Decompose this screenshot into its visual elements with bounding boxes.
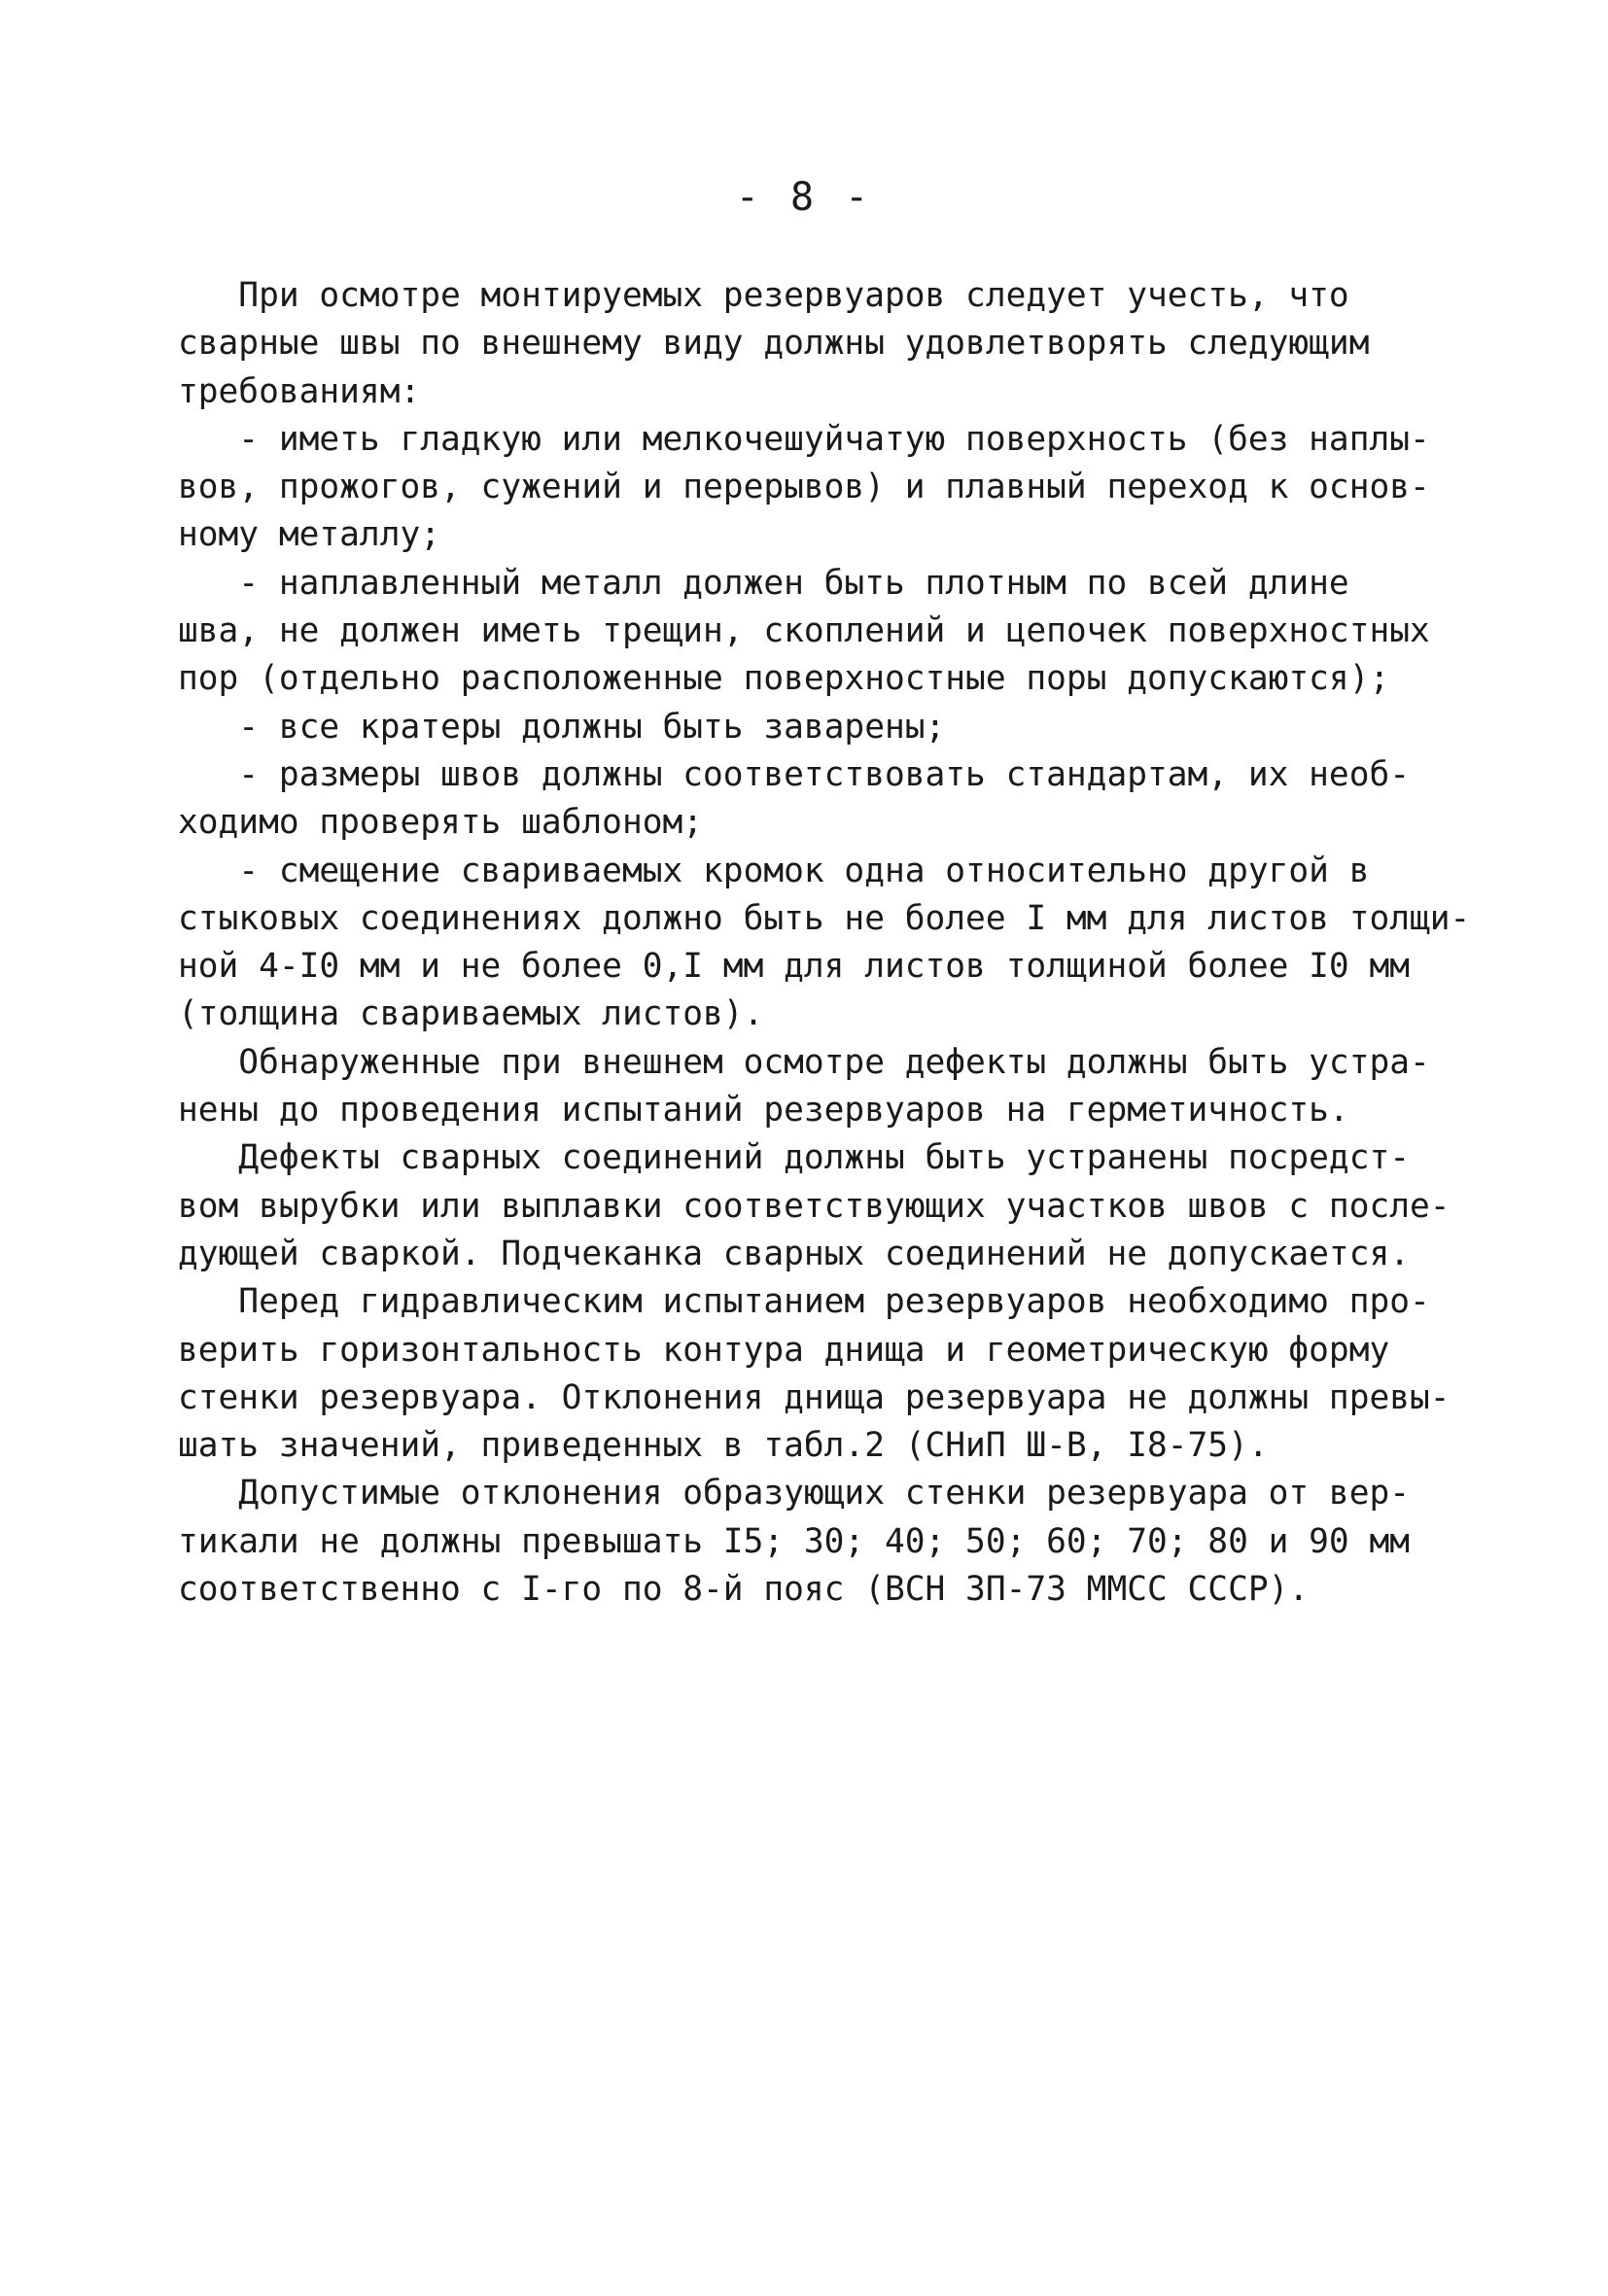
text-line: (толщина свариваемых листов). (178, 994, 764, 1034)
text-line: сварные швы по внешнему виду должны удовлетворять следующим (178, 324, 1370, 364)
text-line: - размеры швов должны соответствовать стандартам, их необ- (178, 754, 1411, 794)
page-number: - 8 - (735, 175, 873, 220)
text-line: ному металлу; (178, 515, 441, 555)
text-line: вом вырубки или выплавки соответствующих участков швов с после- (178, 1186, 1451, 1226)
text-line: Дефекты сварных соединений должны быть устранены посредст- (178, 1138, 1411, 1178)
text-line: - все кратеры должны быть заварены; (178, 707, 946, 747)
text-line: стыковых соединениях должно быть не более I мм для листов толщи- (178, 898, 1471, 938)
text-line: - наплавленный металл должен быть плотным по всей длине (178, 563, 1349, 603)
text-line: дующей сваркой. Подчеканка сварных соединений не допускается. (178, 1234, 1411, 1273)
text-line: нены до проведения испытаний резервуаров на герметичность. (178, 1091, 1349, 1131)
text-line: шать значений, приведенных в табл.2 (СНиП Ш-В, I8-75). (178, 1426, 1269, 1466)
text-line: Обнаруженные при внешнем осмотре дефекты должны быть устра- (178, 1042, 1430, 1082)
text-line: При осмотре монтируемых резервуаров следует учесть, что (178, 276, 1349, 315)
text-line: шва, не должен иметь трещин, скоплений и цепочек поверхностных (178, 611, 1430, 651)
text-line: вов, прожогов, сужений и перерывов) и плавный переход к основ- (178, 468, 1430, 507)
text-line: верить горизонтальность контура днища и геометрическую форму (178, 1330, 1390, 1370)
text-line: Перед гидравлическим испытанием резервуаров необходимо про- (178, 1282, 1430, 1322)
text-line: - смещение свариваемых кромок одна относительно другой в (178, 851, 1370, 890)
text-line: тикали не должны превышать I5; 30; 40; 50; 60; 70; 80 и 90 мм (178, 1521, 1411, 1561)
text-line: соответственно с I-го по 8-й пояс (ВСН 3П-73 ММСС СССР). (178, 1570, 1310, 1610)
text-line: пор (отдельно расположенные поверхностные поры допускаются); (178, 659, 1390, 699)
text-line: требованиям: (178, 371, 421, 411)
document-body (178, 272, 1471, 1614)
text-line: - иметь гладкую или мелкочешуйчатую поверхность (без наплы- (178, 419, 1430, 459)
text-line: Допустимые отклонения образующих стенки резервуара от вер- (178, 1474, 1411, 1513)
text-line: стенки резервуара. Отклонения днища резервуара не должны превы- (178, 1377, 1451, 1417)
text-line: ходимо проверять шаблоном; (178, 803, 704, 843)
text-line: ной 4-I0 мм и не более 0,I мм для листов толщиной более I0 мм (178, 947, 1411, 987)
